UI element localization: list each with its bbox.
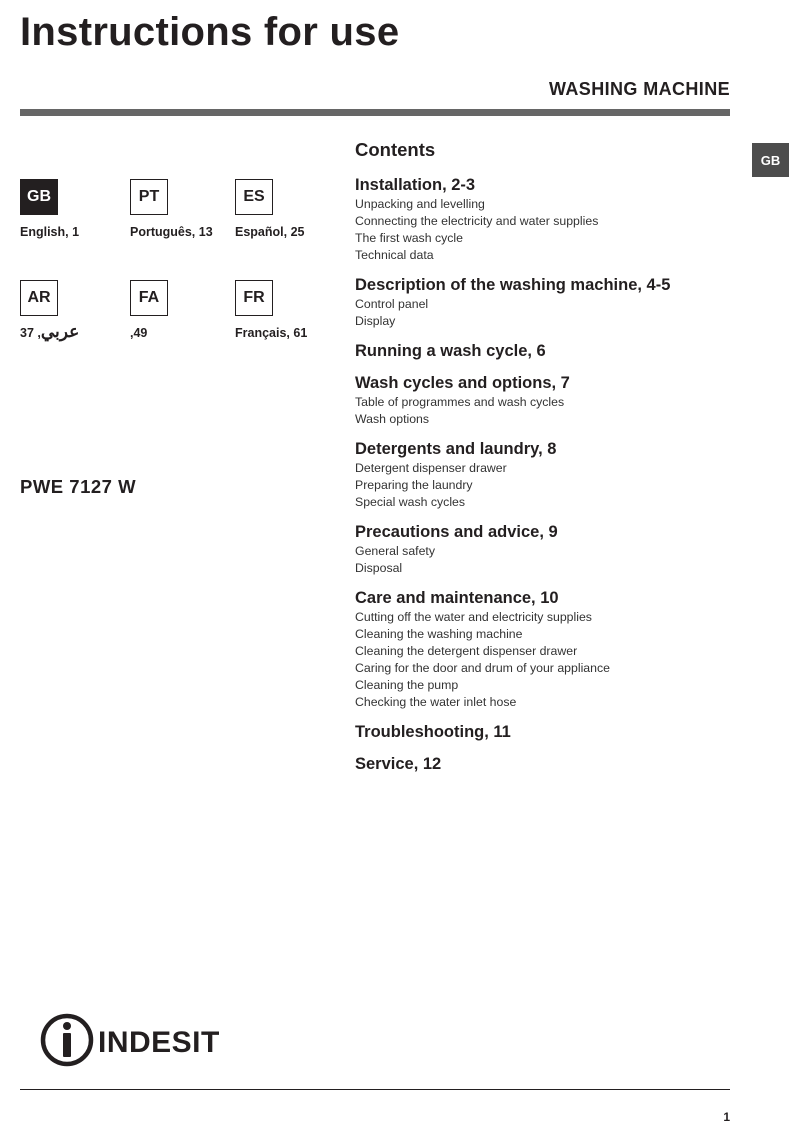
contents-section — [355, 175, 735, 264]
lang-label-ar[interactable] — [20, 322, 79, 342]
indesit-logo-icon — [43, 1016, 91, 1064]
contents-section — [355, 275, 735, 330]
header-rule — [20, 109, 730, 116]
contents-subitem[interactable]: Caring for the door and drum of your appliance — [355, 661, 610, 675]
contents-section — [355, 754, 735, 775]
document-title: Instructions for use — [20, 10, 400, 54]
lang-box-es[interactable]: ES — [235, 179, 273, 215]
lang-label-pt[interactable]: Português, 13 — [130, 225, 213, 239]
contents-subitem[interactable]: Connecting the electricity and water supplies — [355, 214, 599, 228]
page-number: 1 — [723, 1110, 730, 1124]
contents-subitem[interactable]: Cleaning the detergent dispenser drawer — [355, 644, 578, 658]
contents-subitem[interactable]: Detergent dispenser drawer — [355, 461, 507, 475]
lang-box-fa[interactable]: FA — [130, 280, 168, 316]
footer-rule — [20, 1089, 730, 1090]
lang-label-fa[interactable]: ,49 — [130, 326, 148, 340]
contents-section-heading[interactable]: Troubleshooting, 11 — [355, 723, 511, 741]
indesit-logo — [40, 1012, 240, 1068]
contents-subitem[interactable]: Preparing the laundry — [355, 478, 473, 492]
lang-box-pt[interactable]: PT — [130, 179, 168, 215]
table-of-contents — [355, 139, 735, 786]
contents-section — [355, 341, 735, 362]
contents-section — [355, 722, 735, 743]
contents-section-heading[interactable]: Detergents and laundry, 8 — [355, 440, 557, 458]
contents-section-heading[interactable]: Installation, 2-3 — [355, 176, 476, 194]
contents-subitem[interactable]: Cleaning the washing machine — [355, 627, 523, 641]
language-side-tab: GB — [752, 143, 789, 177]
contents-section — [355, 373, 735, 428]
lang-label-fr[interactable]: Français, 61 — [235, 326, 308, 340]
contents-section — [355, 522, 735, 577]
contents-subitem[interactable]: The first wash cycle — [355, 231, 463, 245]
contents-section-heading[interactable]: Care and maintenance, 10 — [355, 589, 559, 607]
contents-subitem[interactable]: General safety — [355, 544, 435, 558]
lang-box-fr[interactable]: FR — [235, 280, 273, 316]
contents-section — [355, 588, 735, 711]
contents-subitem[interactable]: Control panel — [355, 297, 429, 311]
lang-label-gb[interactable]: English, 1 — [20, 225, 80, 239]
lang-box-ar[interactable]: AR — [20, 280, 58, 316]
contents-section — [355, 439, 735, 511]
contents-subitem[interactable]: Disposal — [355, 561, 403, 575]
lang-label-es[interactable]: Español, 25 — [235, 225, 305, 239]
contents-subitem[interactable]: Checking the water inlet hose — [355, 695, 517, 709]
brand-name: INDESIT — [98, 1026, 220, 1059]
document-subtitle: WASHING MACHINE — [549, 79, 730, 99]
model-number: PWE 7127 W — [20, 476, 137, 497]
contents-subitem[interactable]: Cutting off the water and electricity supplies — [355, 610, 592, 624]
contents-title: Contents — [355, 139, 436, 160]
contents-section-heading[interactable]: Precautions and advice, 9 — [355, 523, 558, 541]
lang-box-gb[interactable]: GB — [20, 179, 58, 215]
lang-label-ar-script: عربي — [40, 322, 80, 341]
contents-subitem[interactable]: Table of programmes and wash cycles — [355, 395, 565, 409]
contents-subitem[interactable]: Special wash cycles — [355, 495, 466, 509]
contents-subitem[interactable]: Unpacking and levelling — [355, 197, 485, 211]
contents-section-heading[interactable]: Wash cycles and options, 7 — [355, 374, 570, 392]
contents-subitem[interactable]: Wash options — [355, 412, 430, 426]
contents-subitem[interactable]: Technical data — [355, 248, 434, 262]
contents-section-heading[interactable]: Running a wash cycle, 6 — [355, 342, 546, 360]
contents-section-heading[interactable]: Service, 12 — [355, 755, 442, 773]
lang-label-ar-page: , 37 — [20, 326, 41, 340]
contents-subitem[interactable]: Cleaning the pump — [355, 678, 459, 692]
contents-subitem[interactable]: Display — [355, 314, 396, 328]
contents-section-heading[interactable]: Description of the washing machine, 4-5 — [355, 276, 671, 294]
